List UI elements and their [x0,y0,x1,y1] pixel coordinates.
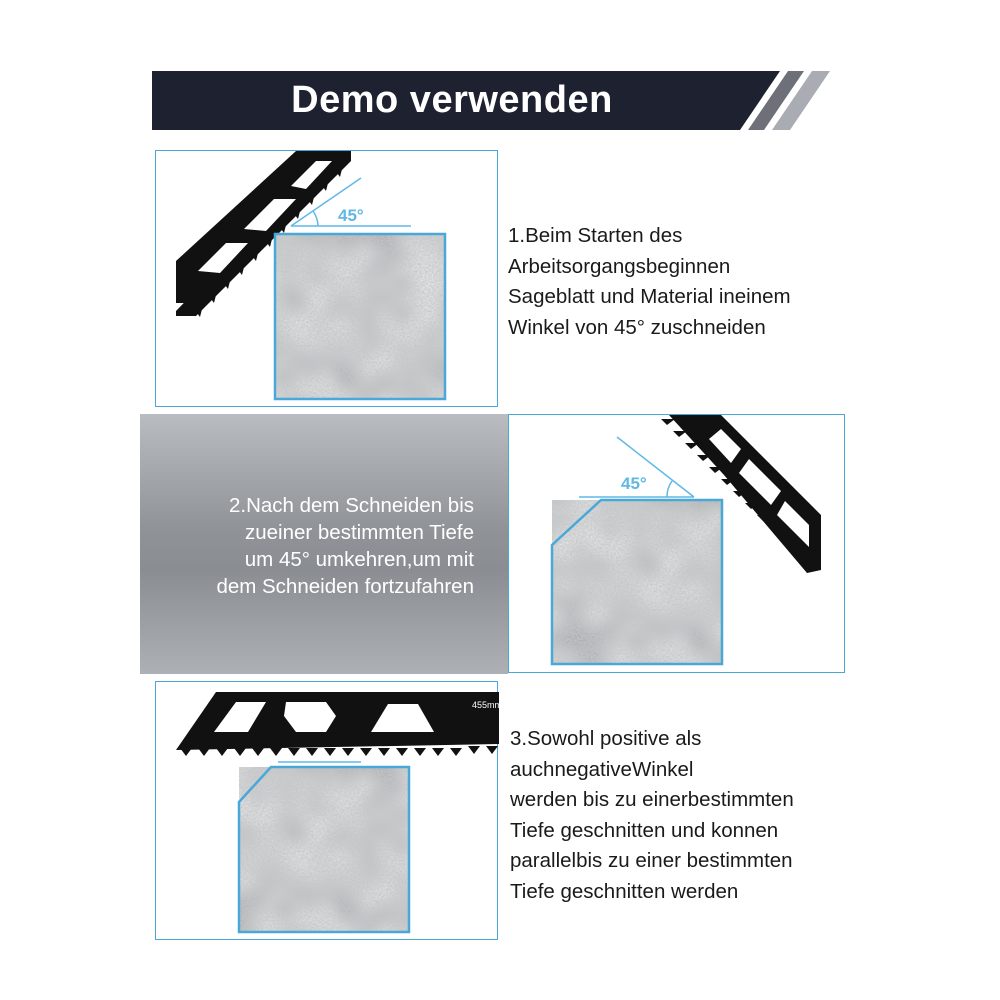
blade-size-label: 455mm [472,700,503,710]
step1-illustration [155,150,498,407]
step3-line-6: Tiefe geschnitten werden [510,879,739,903]
step1-text [508,221,791,343]
angle-label-45: 45° [621,474,647,493]
angle-label-45: 45° [338,206,364,225]
step2-line-2: zueiner bestimmten Tiefe [244,521,474,544]
step2-text [216,492,474,600]
page-title: Demo verwenden [291,79,613,121]
saw-blade-icon [176,692,499,756]
step2-line-1: 2.Nach dem Schneiden bis [228,494,474,517]
step1-line-3: Sageblatt und Material ineinem [508,285,791,308]
step1-line-2: Arbeitsorgangsbeginnen [508,254,731,278]
step2-illustration [508,414,845,673]
step3-line-1: 3.Sowohl positive als [510,727,702,750]
step1-line-4: Winkel von 45° zuschneiden [508,315,766,339]
step3-line-2: auchnegativeWinkel [510,757,694,781]
step3-text [510,724,794,907]
step3-line-5: parallelbis zu einer bestimmten [510,849,793,872]
step2-line-3: um 45° umkehren,um mit [244,548,474,571]
step2-line-4: dem Schneiden fortzufahren [216,575,474,598]
step1-line-1: 1.Beim Starten des [508,224,683,247]
step3-line-4: Tiefe geschnitten und konnen [510,818,779,842]
step3-line-3: werden bis zu einerbestimmten [510,788,794,811]
step3-illustration [155,681,503,940]
header-banner [152,71,830,130]
